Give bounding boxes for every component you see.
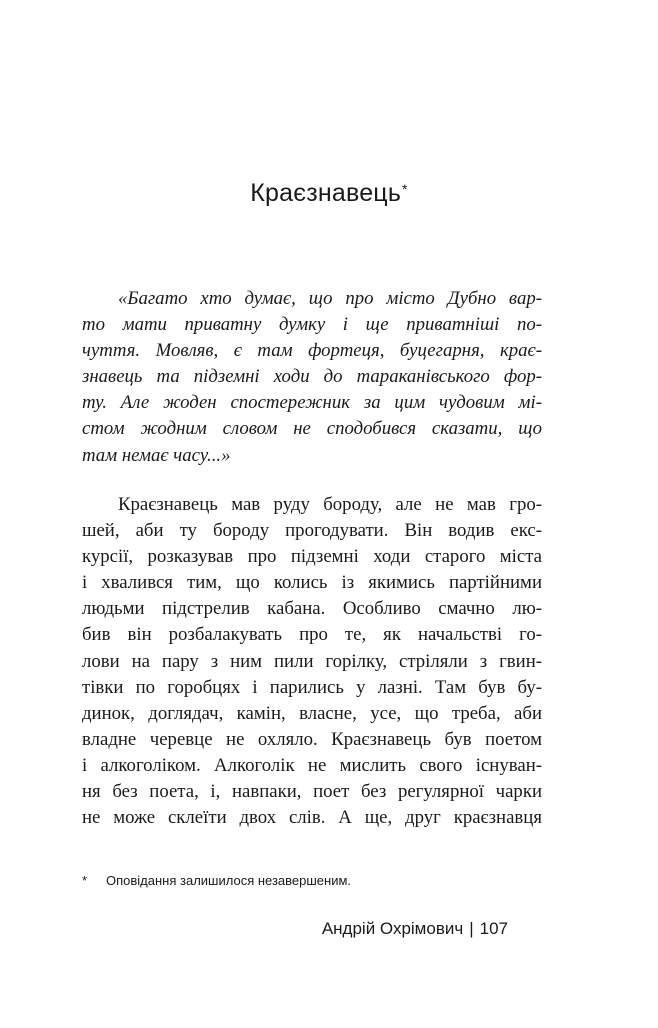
footnote-mark: * bbox=[82, 873, 88, 888]
epigraph-line: там немає часу...» bbox=[82, 444, 231, 466]
body-paragraph bbox=[82, 492, 542, 831]
footnote-text: Оповідання залишилося незавершеним. bbox=[106, 873, 352, 888]
body-line: тівки по горобцях і парились у лазні. Там був бу- bbox=[82, 676, 542, 698]
body-line: ня без поета, і, навпаки, поет без регулярної чарки bbox=[82, 781, 542, 803]
footnote bbox=[82, 873, 542, 889]
epigraph-line: то мати приватну думку і ще приватніші по- bbox=[82, 314, 542, 336]
body-line: владне черевце не охляло. Краєзнавець був поетом bbox=[82, 728, 542, 750]
epigraph-line: знавець та підземні ходи до тараканівського фор- bbox=[82, 366, 542, 388]
body-line: і хвалився тим, що колись із якимись партійними bbox=[82, 572, 542, 594]
chapter-title-text: Краєзнавець bbox=[250, 179, 402, 207]
footnote-reference-mark: * bbox=[402, 181, 408, 197]
body-line: курсії, розказував про підземні ходи старого міста bbox=[82, 546, 542, 568]
body-line: і алкоголіком. Алкоголік не мислить свого існуван- bbox=[82, 754, 542, 776]
chapter-title bbox=[0, 178, 658, 208]
epigraph-line: ту. Але жоден спостережник за цим чудовим мі- bbox=[82, 392, 542, 414]
page-number: 107 bbox=[479, 919, 508, 938]
epigraph-line: «Багато хто думає, що про місто Дубно вар- bbox=[118, 288, 542, 309]
epigraph bbox=[82, 286, 542, 469]
body-line: шей, аби ту бороду прогодувати. Він водив екс- bbox=[82, 520, 542, 542]
body-line: динок, доглядач, камін, власне, усе, що треба, аби bbox=[82, 702, 542, 724]
body-line: Краєзнавець мав руду бороду, але не мав гро- bbox=[118, 494, 542, 515]
body-line: людьми підстрелив кабана. Особливо смачно лю- bbox=[82, 598, 542, 620]
footer-separator: | bbox=[469, 919, 474, 938]
epigraph-line: чуття. Мовляв, є там фортеця, буцегарня, крає- bbox=[82, 340, 542, 362]
body-line: не може склеїти двох слів. А ще, друг краєзнавця bbox=[82, 807, 542, 829]
body-line: лови на пару з ним пили горілку, стріляли з гвин- bbox=[82, 650, 542, 672]
body-line: бив він розбалакувать про те, як начальстві го- bbox=[82, 624, 542, 646]
epigraph-line: стом жодним словом не сподобився сказати, що bbox=[82, 418, 542, 440]
footer-author: Андрій Охрімович bbox=[321, 919, 464, 938]
running-footer bbox=[322, 918, 508, 940]
